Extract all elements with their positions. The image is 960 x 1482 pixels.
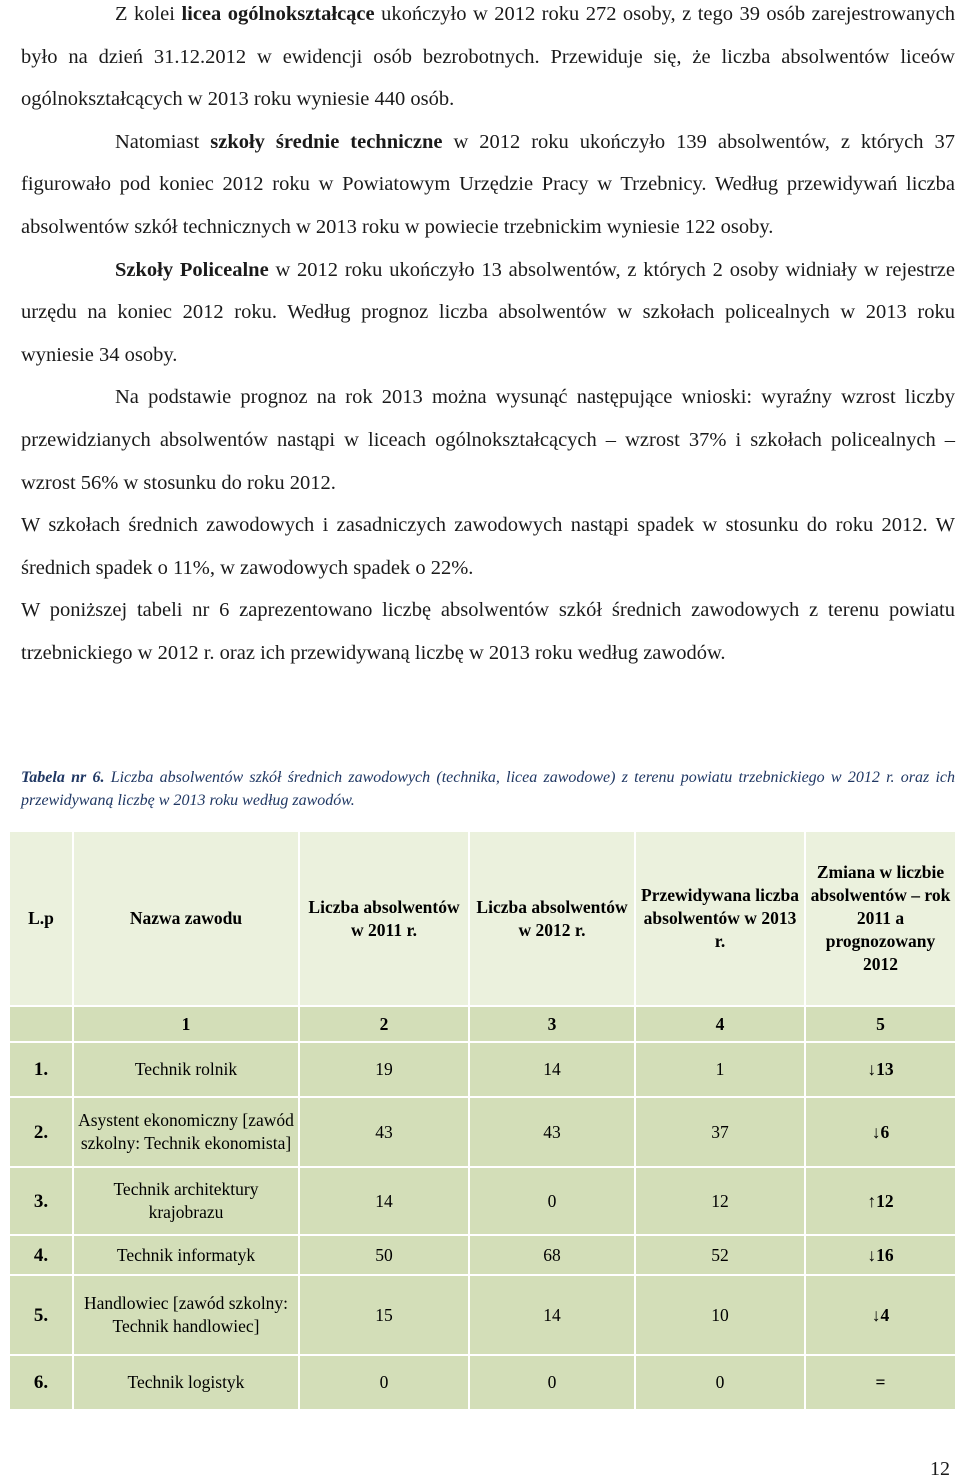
row-number: 2. bbox=[9, 1097, 73, 1167]
table-row bbox=[9, 1235, 956, 1275]
profession-name: Technik architektury krajobrazu bbox=[73, 1167, 299, 1235]
graduates-2011: 15 bbox=[299, 1275, 469, 1355]
column-number: 4 bbox=[635, 1006, 805, 1042]
paragraph-text: Natomiast bbox=[115, 130, 211, 153]
body-paragraph bbox=[21, 589, 955, 674]
row-number: 3. bbox=[9, 1167, 73, 1235]
forecast-2013: 10 bbox=[635, 1275, 805, 1355]
change-cell bbox=[805, 1355, 956, 1410]
body-paragraph bbox=[21, 376, 955, 504]
graduates-2011: 19 bbox=[299, 1042, 469, 1097]
profession-name: Technik logistyk bbox=[73, 1355, 299, 1410]
column-number: 1 bbox=[73, 1006, 299, 1042]
table-caption bbox=[21, 766, 955, 812]
change-value: 16 bbox=[876, 1244, 894, 1265]
header-lp: L.p bbox=[9, 831, 73, 1006]
column-number-row bbox=[9, 1006, 956, 1042]
header-change: Zmiana w liczbie absolwentów – rok 2011 a prognozowany 2012 bbox=[805, 831, 956, 1006]
change-value: 12 bbox=[876, 1190, 894, 1211]
profession-name: Technik informatyk bbox=[73, 1235, 299, 1275]
table-row bbox=[9, 1042, 956, 1097]
body-paragraph bbox=[21, 0, 955, 121]
graduates-2012: 0 bbox=[469, 1167, 635, 1235]
header-profession: Nazwa zawodu bbox=[73, 831, 299, 1006]
row-number: 6. bbox=[9, 1355, 73, 1410]
graduates-2012: 0 bbox=[469, 1355, 635, 1410]
graduates-2012: 68 bbox=[469, 1235, 635, 1275]
header-graduates-2012: Liczba absolwentów w 2012 r. bbox=[469, 831, 635, 1006]
table-caption-text: Liczba absolwentów szkół średnich zawodowych (technika, licea zawodowe) z terenu powiatu trzebnickiego w 2012 r. oraz ich przewidywaną liczbę w 2013 roku według zawodów. bbox=[21, 769, 955, 809]
paragraph-text: Z kolei bbox=[115, 3, 182, 25]
graduates-2012: 14 bbox=[469, 1275, 635, 1355]
paragraph-text: W poniższej tabeli nr 6 zaprezentowano liczbę absolwentów szkół średnich zawodowych z terenu powiatu trzebnickiego w 2012 r. oraz ich przewidywaną liczbę w 2013 roku według zawodów. bbox=[21, 599, 955, 664]
row-number: 4. bbox=[9, 1235, 73, 1275]
column-number: 3 bbox=[469, 1006, 635, 1042]
table-row bbox=[9, 1167, 956, 1235]
graduates-2012: 14 bbox=[469, 1042, 635, 1097]
forecast-2013: 37 bbox=[635, 1097, 805, 1167]
change-value: 6 bbox=[880, 1121, 890, 1142]
graduates-2011: 0 bbox=[299, 1355, 469, 1410]
profession-name: Technik rolnik bbox=[73, 1042, 299, 1097]
forecast-2013: 12 bbox=[635, 1167, 805, 1235]
paragraph-text: ukończyło w 2012 roku 272 osoby, z tego 39 osób zarejestrowanych było na dzień 31.12.2012 w ewidencji osób bezrobotnych. Przewiduje się, że liczba absolwentów liceów ogólnokształcących w 2013 roku wyniesie 440 osób. bbox=[21, 3, 956, 111]
paragraph-text: w 2012 roku ukończyło 139 absolwentów, z których 37 figurowało pod koniec 2012 roku w Powiatowym Urzędzie Pracy w Trzebnicy. Według przewidywań liczba absolwentów szkół technicznych w 2013 roku w powiecie trzebnickim wyniesie 122 osoby. bbox=[21, 130, 956, 238]
paragraph-text: Na podstawie prognoz na rok 2013 można wysunąć następujące wnioski: wyraźny wzrost liczby przewidzianych absolwentów nastąpi w liceach ogólnokształcących – wzrost 37% i szkołach policealnych – wzrost 56% w stosunku do roku 2012. bbox=[21, 386, 955, 494]
forecast-2013: 0 bbox=[635, 1355, 805, 1410]
header-graduates-2011: Liczba absolwentów w 2011 r. bbox=[299, 831, 469, 1006]
column-number-blank bbox=[9, 1006, 73, 1042]
table-row bbox=[9, 1097, 956, 1167]
change-cell bbox=[805, 1167, 956, 1235]
header-forecast-2013: Przewidywana liczba absolwentów w 2013 r. bbox=[635, 831, 805, 1006]
change-cell bbox=[805, 1097, 956, 1167]
column-number: 2 bbox=[299, 1006, 469, 1042]
change-cell bbox=[805, 1042, 956, 1097]
graduates-2012: 43 bbox=[469, 1097, 635, 1167]
arrow-down-icon: ↓ bbox=[867, 1059, 877, 1079]
body-paragraph bbox=[21, 504, 955, 589]
graduates-2011: 14 bbox=[299, 1167, 469, 1235]
profession-name: Asystent ekonomiczny [zawód szkolny: Technik ekonomista] bbox=[73, 1097, 299, 1167]
body-paragraph bbox=[21, 121, 955, 249]
graduates-2011: 43 bbox=[299, 1097, 469, 1167]
graduates-2011: 50 bbox=[299, 1235, 469, 1275]
arrow-down-icon: ↓ bbox=[867, 1244, 877, 1265]
forecast-2013: 52 bbox=[635, 1235, 805, 1275]
table-row bbox=[9, 1355, 956, 1410]
change-cell bbox=[805, 1275, 956, 1355]
body-paragraph bbox=[21, 249, 955, 377]
arrow-down-icon: ↓ bbox=[871, 1304, 881, 1325]
table-row bbox=[9, 1275, 956, 1355]
arrow-down-icon: ↓ bbox=[871, 1121, 881, 1142]
bold-term: licea ogólnokształcące bbox=[181, 3, 375, 25]
change-value: = bbox=[875, 1372, 886, 1392]
page-number: 12 bbox=[930, 1458, 950, 1480]
forecast-2013: 1 bbox=[635, 1042, 805, 1097]
change-value: 4 bbox=[880, 1304, 890, 1325]
graduates-table bbox=[8, 830, 957, 1411]
table-header-row bbox=[9, 831, 956, 1006]
body-text bbox=[21, 0, 955, 675]
table-caption-label: Tabela nr 6. bbox=[21, 769, 105, 786]
paragraph-text: W szkołach średnich zawodowych i zasadniczych zawodowych nastąpi spadek w stosunku do roku 2012. W średnich spadek o 11%, w zawodowych spadek o 22%. bbox=[21, 514, 955, 579]
row-number: 1. bbox=[9, 1042, 73, 1097]
bold-term: szkoły średnie techniczne bbox=[210, 130, 443, 153]
change-value: 13 bbox=[876, 1059, 894, 1079]
column-number: 5 bbox=[805, 1006, 956, 1042]
paragraph-text: w 2012 roku ukończyło 13 absolwentów, z których 2 osoby widniały w rejestrze urzędu na koniec 2012 roku. Według prognoz liczba absolwentów w szkołach policealnych w 2013 roku wyniesie 34 osoby. bbox=[21, 258, 955, 366]
change-cell bbox=[805, 1235, 956, 1275]
arrow-up-icon: ↑ bbox=[867, 1190, 877, 1211]
row-number: 5. bbox=[9, 1275, 73, 1355]
profession-name: Handlowiec [zawód szkolny: Technik handlowiec] bbox=[73, 1275, 299, 1355]
bold-term: Szkoły Policealne bbox=[115, 258, 269, 281]
